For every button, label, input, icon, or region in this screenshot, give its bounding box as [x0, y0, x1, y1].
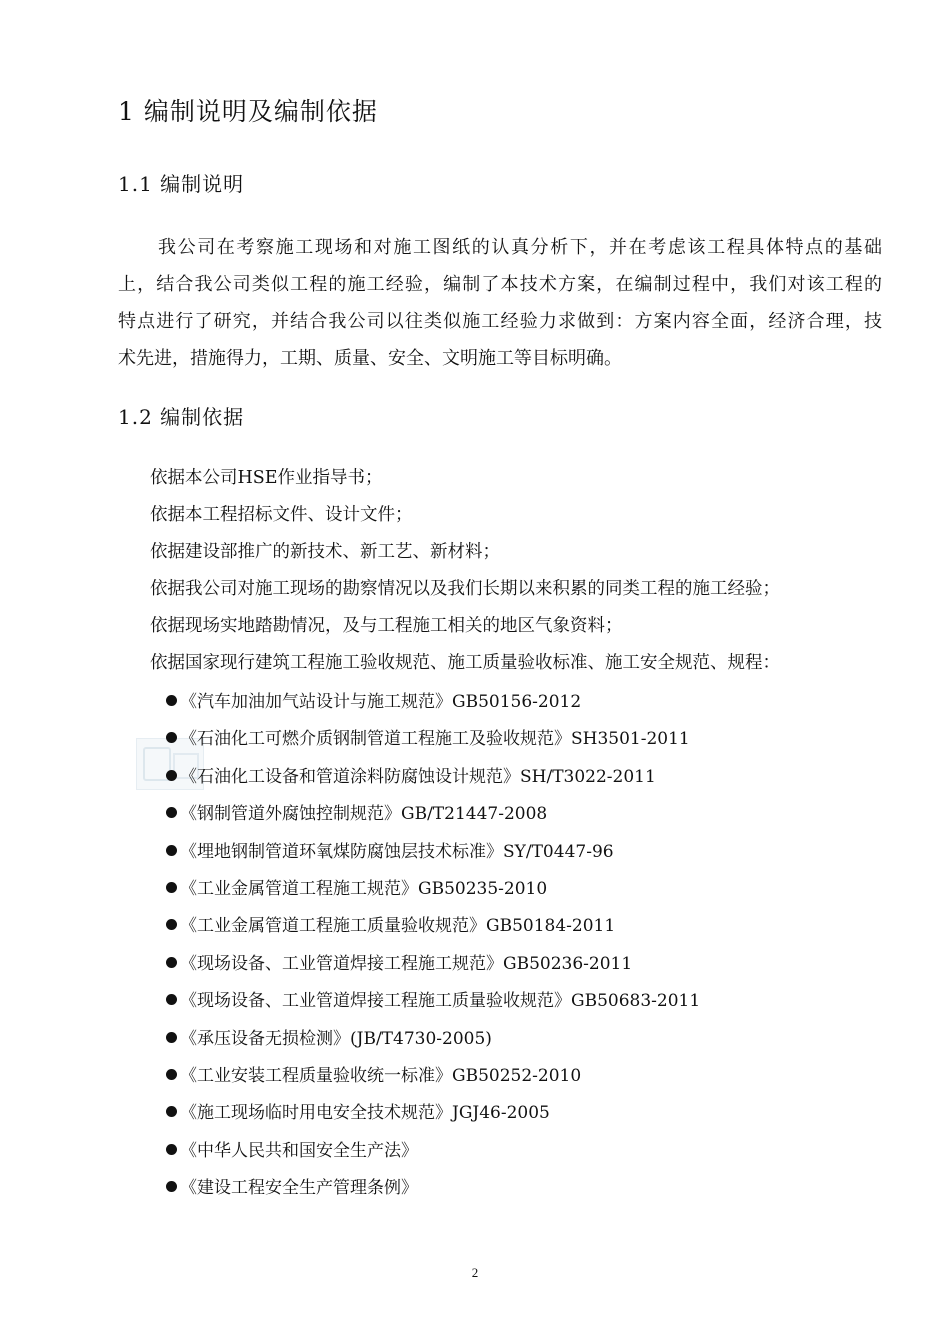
standard-item [166, 908, 700, 945]
basis-item: 依据建设部推广的新技术、新工艺、新材料； [150, 542, 500, 562]
standard-item [166, 834, 700, 871]
bullet-icon [166, 845, 177, 856]
standard-item [166, 871, 700, 908]
standard-text: 《埋地钢制管道环氧煤防腐蚀层技术标准》SY/T0447-96 [180, 841, 614, 862]
bullet-icon [166, 695, 177, 706]
section-1-1-paragraph [118, 229, 882, 377]
section-heading-1-2: 1.2 编制依据 [118, 405, 245, 429]
standard-text: 《建设工程安全生产管理条例》 [180, 1178, 418, 1199]
standard-item [166, 1021, 700, 1058]
paragraph-line: 术先进，措施得力，工期、质量、安全、文明施工等目标明确。 [118, 348, 622, 369]
standard-text: 《钢制管道外腐蚀控制规范》GB/T21447-2008 [180, 804, 548, 825]
basis-item: 依据我公司对施工现场的勘察情况以及我们长期以来积累的同类工程的施工经验； [150, 579, 780, 599]
basis-item: 依据本公司HSE作业指导书； [150, 468, 383, 488]
standard-item [166, 796, 700, 833]
paragraph-line: 我公司在考察施工现场和对施工图纸的认真分析下，并在考虑该工程具体特点的基础 [158, 237, 882, 258]
paragraph-line: 上，结合我公司类似工程的施工经验，编制了本技术方案，在编制过程中，我们对该工程的 [118, 274, 882, 295]
standard-text: 《汽车加油加气站设计与施工规范》GB50156-2012 [180, 692, 582, 712]
standard-text: 《工业金属管道工程施工规范》GB50235-2010 [180, 878, 548, 899]
bullet-icon [166, 1069, 177, 1080]
standard-text: 《现场设备、工业管道焊接工程施工规范》GB50236-2011 [180, 953, 633, 974]
bullet-icon [166, 994, 177, 1005]
standard-item [166, 983, 700, 1020]
standard-item [166, 1170, 700, 1207]
standard-text: 《中华人民共和国安全生产法》 [180, 1140, 418, 1161]
basis-list [150, 460, 780, 682]
standard-item [166, 721, 700, 758]
standard-item [166, 759, 700, 796]
standards-list [166, 684, 700, 1207]
standard-text: 《承压设备无损检测》(JB/T4730-2005) [180, 1028, 492, 1049]
standard-text: 《施工现场临时用电安全技术规范》JGJ46-2005 [180, 1103, 550, 1124]
bullet-icon [166, 732, 177, 743]
standard-item [166, 1058, 700, 1095]
standard-text: 《工业金属管道工程施工质量验收规范》GB50184-2011 [180, 916, 616, 937]
basis-item: 依据现场实地踏勘情况，及与工程施工相关的地区气象资料； [150, 616, 623, 636]
page-number: 2 [471, 1265, 479, 1280]
bullet-icon [166, 1144, 177, 1155]
standard-text: 《石油化工设备和管道涂料防腐蚀设计规范》SH/T3022-2011 [180, 766, 656, 787]
bullet-icon [166, 957, 177, 968]
bullet-icon [166, 919, 177, 930]
standard-text: 《现场设备、工业管道焊接工程施工质量验收规范》GB50683-2011 [180, 991, 701, 1012]
standard-text: 《工业安装工程质量验收统一标准》GB50252-2010 [180, 1065, 582, 1086]
standard-item [166, 1095, 700, 1132]
bullet-icon [166, 807, 177, 818]
paragraph-line: 特点进行了研究，并结合我公司以往类似施工经验力求做到：方案内容全面，经济合理，技 [118, 311, 882, 332]
basis-item: 依据本工程招标文件、设计文件； [150, 505, 413, 525]
standard-item [166, 684, 700, 721]
bullet-icon [166, 882, 177, 893]
standard-item [166, 1133, 700, 1170]
basis-item: 依据国家现行建筑工程施工验收规范、施工质量验收标准、施工安全规范、规程： [150, 653, 780, 673]
standard-item [166, 946, 700, 983]
chapter-heading: 1 编制说明及编制依据 [118, 97, 378, 126]
bullet-icon [166, 770, 177, 781]
standard-text: 《石油化工可燃介质钢制管道工程施工及验收规范》SH3501-2011 [180, 729, 690, 750]
section-heading-1-1: 1.1 编制说明 [118, 172, 245, 196]
bullet-icon [166, 1032, 177, 1043]
bullet-icon [166, 1181, 177, 1192]
bullet-icon [166, 1106, 177, 1117]
